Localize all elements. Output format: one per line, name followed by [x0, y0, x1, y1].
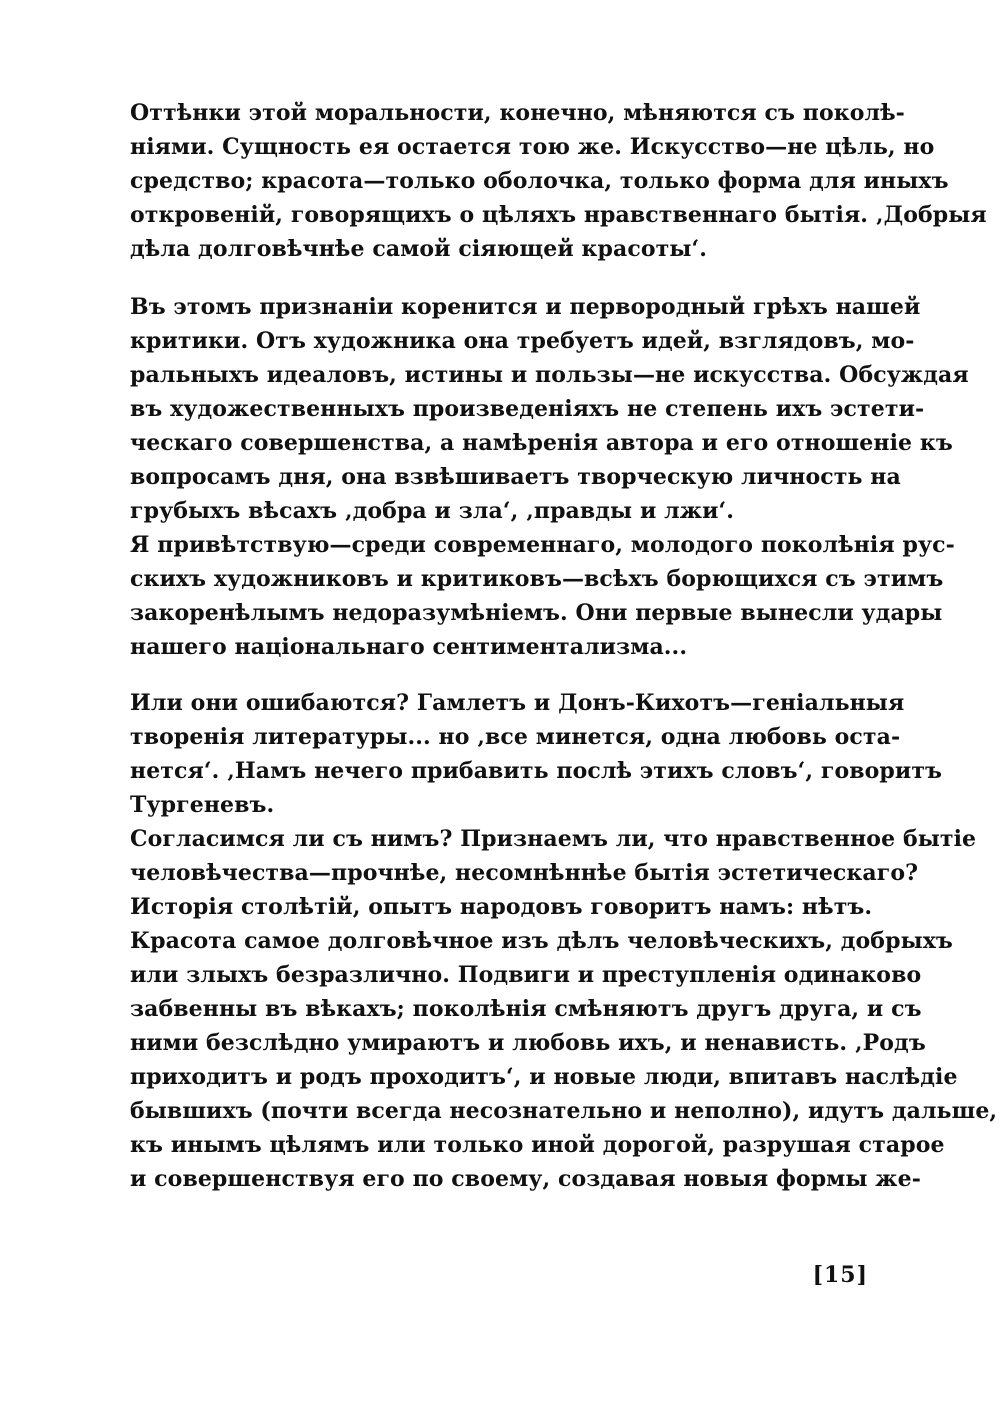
text-line: грубыхъ вѣсахъ ‚добра и зла‘, ‚правды и лжи‘. — [130, 498, 735, 524]
text-line: Красота самое долговѣчное изъ дѣлъ человѣческихъ, добрыхъ — [130, 928, 953, 954]
text-line: нашего національнаго сентиментализма... — [130, 634, 688, 660]
text-line: ральныхъ идеаловъ, истины и пользы—не искусства. Обсуждая — [130, 362, 969, 388]
text-line: нется‘. ‚Намъ нечего прибавить послѣ этихъ словъ‘, говоритъ — [130, 758, 943, 784]
text-line: человѣчества—прочнѣе, несомнѣннѣе бытія эстетическаго? — [130, 860, 919, 886]
text-line: ческаго совершенства, а намѣренія автора и его отношеніе къ — [130, 430, 953, 456]
paragraph-3 — [130, 686, 998, 1196]
text-line: или злыхъ безразлично. Подвиги и преступленія одинаково — [130, 962, 922, 988]
text-line: Согласимся ли съ нимъ? Признаемъ ли, что нравственное бытіе — [130, 826, 977, 852]
text-line: Въ этомъ признаніи коренится и первородный грѣхъ нашей — [130, 294, 921, 320]
text-line: Исторія столѣтій, опытъ народовъ говоритъ намъ: нѣтъ. — [130, 894, 873, 920]
text-line: въ художественныхъ произведеніяхъ не степень ихъ эстети- — [130, 396, 925, 422]
text-line: скихъ художниковъ и критиковъ—всѣхъ борющихся съ этимъ — [130, 566, 944, 592]
text-line: закоренѣлымъ недоразумѣніемъ. Они первые вынесли удары — [130, 600, 943, 626]
text-line: приходитъ и родъ проходитъ‘, и новые люди, впитавъ наслѣдіе — [130, 1064, 958, 1090]
text-line: и совершенствуя его по своему, создавая новыя формы же- — [130, 1166, 921, 1192]
text-line: откровеній, говорящихъ о цѣляхъ нравственнаго бытія. ‚Добрыя — [130, 202, 987, 228]
text-line: творенія литературы... но ‚все минется, одна любовь оста- — [130, 724, 901, 750]
text-line: забвенны въ вѣкахъ; поколѣнія смѣняютъ другъ друга, и съ — [130, 996, 922, 1022]
text-line: ніями. Сущность ея остается тою же. Искусство—не цѣль, но — [130, 134, 935, 160]
text-line: Я привѣтствую—среди современнаго, молодого поколѣнія рус- — [130, 532, 955, 558]
text-line: дѣла долговѣчнѣе самой сіяющей красоты‘. — [130, 236, 707, 262]
text-line: средство; красота—только оболочка, только форма для иныхъ — [130, 168, 949, 194]
paragraph-2 — [130, 290, 969, 664]
text-line: Оттѣнки этой моральности, конечно, мѣняются съ поколѣ- — [130, 100, 905, 126]
text-line: бывшихъ (почти всегда несознательно и неполно), идутъ дальше, — [130, 1098, 998, 1124]
text-line: вопросамъ дня, она взвѣшиваетъ творческую личность на — [130, 464, 901, 490]
text-line: Или они ошибаются? Гамлетъ и Донъ-Кихотъ—геніальныя — [130, 690, 905, 716]
text-line: къ инымъ цѣлямъ или только иной дорогой, разрушая старое — [130, 1132, 945, 1158]
text-line: ними безслѣдно умираютъ и любовь ихъ, и ненависть. ‚Родъ — [130, 1030, 926, 1056]
paragraph-1 — [130, 96, 987, 266]
page-number: [15] — [812, 1262, 868, 1288]
text-line: критики. Отъ художника она требуетъ идей, взглядовъ, мо- — [130, 328, 915, 354]
text-line: Тургеневъ. — [130, 792, 275, 818]
